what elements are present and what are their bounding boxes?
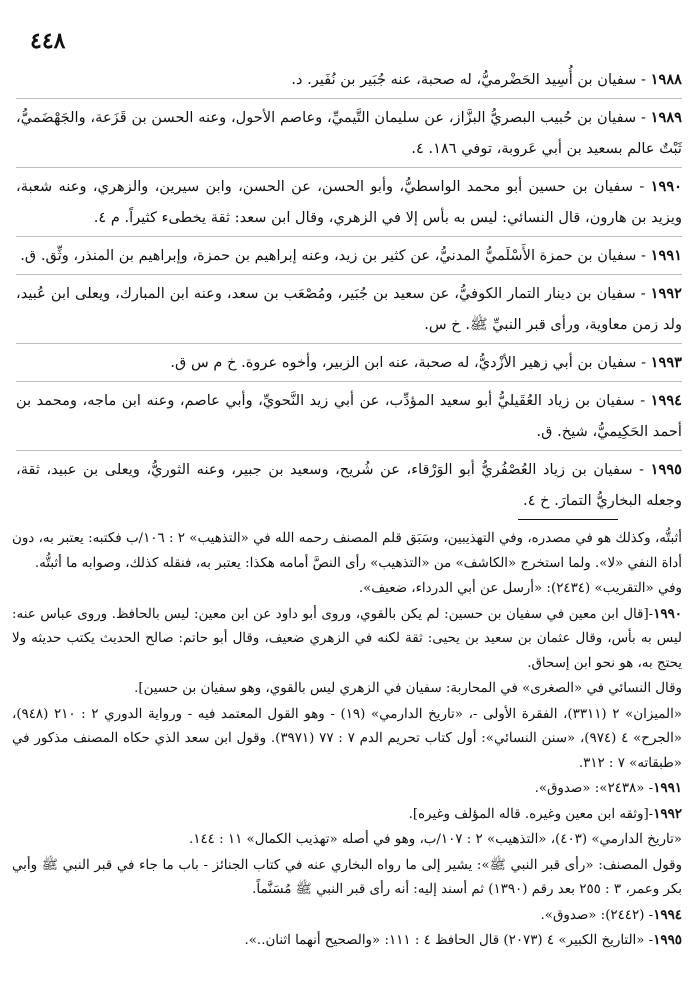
entry-divider	[16, 450, 682, 451]
entry-text: - سفيان بن حسين أبو محمد الواسطيُّ، وأبو الحسن، عن الحسن، وابن سيرين، والزهري، وعنه شعبة، ويزيد بن هارون، قال النسائي: ليس به بأس إلا في الزهري، وقال ابن سعد: ثقة يخطىء كثيراً. م ٤.	[16, 178, 682, 226]
footnote-text: أثبتُّه، وكذلك هو في مصدره، وفي التهذيبين، وسَبَق قلم المصنف رحمه الله في «التذهيب» ٢ : ١٠٦/ب فكتبه: يعتبر به، دون أداة النفي «لا». ولما استخرج «الكاشف» من «التذهيب» رأى النصَّ أمامه هكذا: يعتبر به، فنقله كذلك، وصوابه ما أثبتُّه.	[12, 531, 682, 571]
entry-1993	[16, 345, 682, 380]
footnote-separator	[518, 519, 618, 520]
entry-divider	[16, 167, 682, 168]
footnote-item	[12, 576, 682, 602]
entry-number: ١٩٩٥	[650, 461, 682, 478]
footnote-number: ١٩٩٢	[653, 805, 682, 822]
entry-number: ١٩٨٩	[650, 109, 682, 126]
footnote-text: وفي «التقريب» (٢٤٣٤): «أرسل عن أبي الدرداء، ضعيف».	[358, 581, 682, 596]
footnote-text: -[وثقه ابن معين وغيره. قاله المؤلف وغيره].	[408, 806, 654, 822]
footnote-text: «تاريخ الدارمي» (٤٠٣)، «التذهيب» ٢ : ١٠٧/ب، وهو في أصله «تهذيب الكمال» ١١ : ١٤٤.	[189, 832, 682, 847]
entry-number: ١٩٨٨	[650, 71, 682, 88]
entry-text: - سفيان بن أُسِيد الحَضْرميُّ، له صحبة، عنه جُبَير بن نُفَير. د.	[291, 71, 646, 88]
footnote-text: - (٢٤٤٢): «صدوق».	[540, 907, 654, 923]
footnote-item	[12, 928, 682, 954]
entry-number: ١٩٩٤	[650, 392, 682, 409]
footnote-item	[12, 676, 682, 702]
footnote-number: ١٩٩٤	[653, 906, 682, 923]
entry-number: ١٩٩٣	[650, 354, 682, 371]
entry-text: - سفيان بن أبي زهير الأزْديُّ، له صحبة، عنه ابن الزبير، وأخوه عروة. خ م س ق.	[170, 354, 646, 371]
entry-1994	[16, 383, 682, 449]
footnote-item	[12, 702, 682, 777]
footnote-item	[12, 526, 682, 576]
footnote-item	[12, 853, 682, 903]
footnote-text: وقال النسائي في «الصغرى» في المحاربة: سفيان في الزهري ليس بالقوي، وهو سفيان بن حسين].	[134, 681, 682, 696]
footnote-item	[12, 802, 682, 828]
footnote-text: -[قال ابن معين في سفيان بن حسين: لم يكن بالقوي، وروى أبو داود عن ابن معين: ليس بالحافظ. وروى عباس عنه: ليس به بأس، وقال عثمان بن سعيد بن يحيى: ثقة لكنه في الزهري ضعيف، وقال أبو حاتم: صالح الحديث يكتب حديثه ولا يحتج به، هو نحو ابن إسحاق.	[12, 606, 682, 671]
footnote-number: ١٩٩١	[653, 780, 682, 796]
entry-1988	[16, 62, 682, 97]
footnote-text: - «٢٤٣٨»: «صدوق».	[534, 781, 654, 796]
entry-text: - سفيان بن حمزة الأَسْلَميُّ المدنيُّ، عن كثير بن زيد، وعنه إبراهيم بن حمزة، وإبراهيم بن المنذر، وثِّق. ق.	[20, 247, 646, 264]
entry-text: - سفيان بن زياد العُصْفُريُّ أبو الوَرْقاء، عن شُريح، وسعيد بن جبير، وعنه الثوريُّ، ويعلى بن عبيد، ثقة، وجعله البخاريُّ التمارَ. خ ٤.	[16, 461, 682, 509]
page-number: ٤٤٨	[30, 28, 66, 54]
entry-text: - سفيان بن حُبيب البصريُّ البزَّاز، عن سليمان التَّيميِّ، وعاصم الأحول، وعنه الحسن بن قَزَعة، والجَهْضَميُّ، ثَبْتٌ عالم بسعيد بن أبي عَروبة، توفي ١٨٦. ٤.	[16, 109, 682, 157]
entry-text: - سفيان بن زياد العُقَيليُّ أبو سعيد المؤدِّب، عن أبي زيد النَّحويِّ، وأبي عاصم، وعنه ابن ماجه، ومحمد بن أحمد الحَكِيميُّ، شيخ. ق.	[16, 392, 682, 440]
footnote-item	[12, 602, 682, 677]
footnotes-section	[12, 526, 682, 954]
footnote-text: «الميزان» ٢ (٣٣١١)، الفقرة الأولى -، «تاريخ الدارمي» (١٩) - وهو القول المعتمد فيه - ورواية الدوري ٢ : ٢١٠ (٩٤٨)، «الجرح» ٤ (٩٧٤)، «سنن النسائي»: أول كتاب تحريم الدم ٧ : ٧٧ (٣٩٧١). وقول ابن سعد الذي حكاه المصنف مذكور في «طبقاته» ٧ : ٣١٢.	[12, 706, 682, 771]
footnote-item	[12, 776, 682, 802]
entry-divider	[16, 274, 682, 275]
entry-divider	[16, 98, 682, 99]
entry-divider	[16, 343, 682, 344]
footnote-text: وقول المصنف: «رأى قبر النبي ﷺ»: يشير إلى ما رواه البخاري عنه في كتاب الجنائز - باب ما جاء في قبر النبي ﷺ وأبي بكر وعمر، ٣ : ٢٥٥ بعد رقم (١٣٩٠) ثم أسند إليه: أنه رأى قبر النبي ﷺ مُسَنَّماً.	[12, 857, 682, 897]
footnote-item	[12, 827, 682, 853]
entry-number: ١٩٩٠	[650, 178, 682, 195]
footnote-item	[12, 903, 682, 929]
footnote-number: ١٩٩٠	[653, 605, 682, 622]
entry-divider	[16, 236, 682, 237]
entry-divider	[16, 381, 682, 382]
entry-1989	[16, 100, 682, 166]
entry-1990	[16, 169, 682, 235]
entry-number: ١٩٩١	[650, 247, 682, 264]
footnote-text: - «التاريخ الكبير» ٤ (٢٠٧٣) قال الحافظ ٤ : ١١١: «والصحيح أنهما اثنان..».	[244, 933, 654, 948]
entries-section	[16, 62, 682, 518]
entry-1991	[16, 238, 682, 273]
entry-number: ١٩٩٢	[650, 285, 683, 302]
entry-text: - سفيان بن دينار التمار الكوفيُّ، عن سعيد بن جُبَير، ومُصْعَب بن سعد، وعنه ابن المبارك، ويعلى ابن عُبيد، ولد زمن معاوية، ورأى قبر النبيِّ ﷺ. خ س.	[16, 285, 682, 333]
footnote-number: ١٩٩٥	[653, 932, 682, 948]
entry-1992	[16, 276, 682, 342]
entry-1995	[16, 452, 682, 518]
